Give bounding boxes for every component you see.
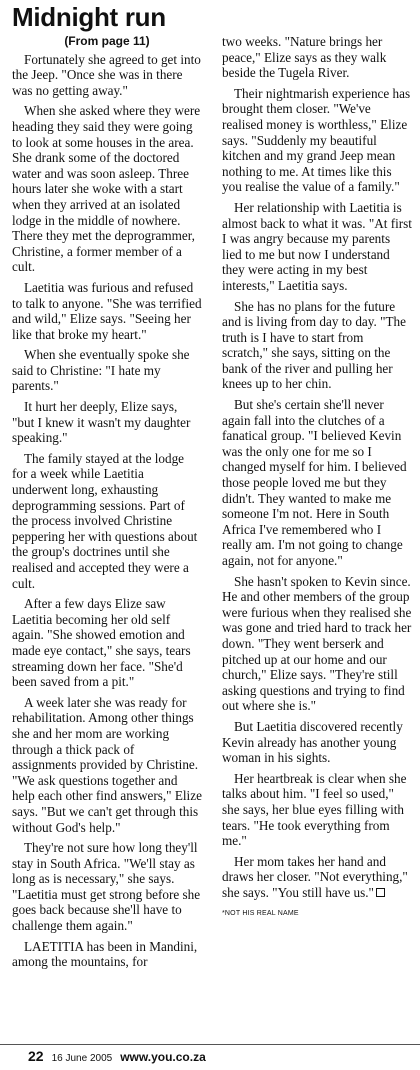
footnote: *NOT HIS REAL NAME xyxy=(222,910,299,918)
paragraph: They're not sure how long they'll stay in South Africa. "We'll stay as long as is necessary," she says. "Laetitia must get strong before she goes back because she'll have to challenge them again." xyxy=(12,840,201,934)
paragraph: Laetitia was furious and refused to talk to anyone. "She was terrified and wild," Elize says. "Seeing her like that broke my heart." xyxy=(12,279,202,342)
paragraph: But she's certain she'll never again fall into the clutches of a fanatical group. "I believed Kevin was the only one for me so I changed myself for him. I believed those people loved me but they didn't. They wanted to make me someone I'm not. Here in South Africa I've remembered who I really am. I'm not going to change again, not for anyone." xyxy=(222,397,407,568)
column-left xyxy=(12,34,202,1014)
issue-date: 16 June 2005 xyxy=(51,1053,113,1064)
paragraph: LAETITIA has been in Mandini, among the mountains, for xyxy=(12,938,198,970)
headline: Midnight run xyxy=(12,2,166,32)
paragraph: Their nightmarish experience has brought them closer. "We've realised money is worthless," Elize says. "Suddenly my beautiful kitchen and my grand Jeep mean nothing to me. At times like this you realise the value of a family." xyxy=(222,85,411,195)
end-mark-icon xyxy=(376,888,385,897)
paragraph: Her heartbreak is clear when she talks about him. "I feel so used," she says, her blue eyes filling with tears. "He took everything from me." xyxy=(222,770,407,849)
paragraph: Her relationship with Laetitia is almost back to what it was. "At first I was angry because my parents lied to me but now I understand they were acting in my best interests," Laetitia says. xyxy=(222,199,412,293)
column-right xyxy=(222,34,412,1014)
paragraph: Fortunately she agreed to get into the Jeep. "Once she was in there was no getting away." xyxy=(12,51,201,98)
paragraph: The family stayed at the lodge for a week while Laetitia underwent long, exhausting deprogramming sessions. Part of the process involved Christine peppering her with questions about the group's doctrines until she realised and accepted they were a cult. xyxy=(12,450,198,591)
page-footer xyxy=(0,1044,420,1064)
paragraph: When she asked where they were heading they said they were going to look at some houses in the area. She drank some of the doctored water and was soon asleep. Three hours later she woke with a start when they arrived at an isolated lodge in the middle of nowhere. There they met the deprogrammer, Christine, a former member of a cult. xyxy=(12,103,201,275)
paragraph: A week later she was ready for rehabilitation. Among other things she and her mom are working through a thick pack of assignments provided by Christine. "We ask questions together and help each other find answers," Elize says. "But we can't get through this without God's help." xyxy=(12,694,202,835)
paragraph: After a few days Elize saw Laetitia becoming her old self again. "She showed emotion and made eye contact," she says, tears streaming down her face. "She'd been saved from a pit." xyxy=(12,596,191,690)
website-url: www.you.co.za xyxy=(120,1050,206,1064)
paragraph: She has no plans for the future and is living from day to day. "The truth is I have to start from scratch," she says, sitting on the bank of the river and pulling her knees up to her chin. xyxy=(222,298,406,392)
article-columns xyxy=(12,34,412,1014)
paragraph: It hurt her deeply, Elize says, "but I knew it wasn't my daughter speaking." xyxy=(12,399,191,446)
paragraph: two weeks. "Nature brings her peace," Elize says as they walk beside the Tugela River. xyxy=(222,34,387,81)
paragraph: She hasn't spoken to Kevin since. He and other members of the group were furious when they realised she was gone and tried hard to track her down. "They went berserk and pitched up at our home and our church," Elize says. "They're still asking questions and trying to find out where she is." xyxy=(222,573,412,714)
paragraph: But Laetitia discovered recently Kevin already has another young woman in his sights. xyxy=(222,718,403,766)
final-paragraph-text: Her mom takes her hand and draws her closer. "Not everything," she says. "You still have us." xyxy=(222,853,408,900)
final-paragraph xyxy=(222,854,412,901)
page-number: 22 xyxy=(28,1048,44,1064)
paragraph: When she eventually spoke she said to Christine: "I hate my parents." xyxy=(12,347,190,394)
continuation-note: (From page 11) xyxy=(64,34,150,48)
